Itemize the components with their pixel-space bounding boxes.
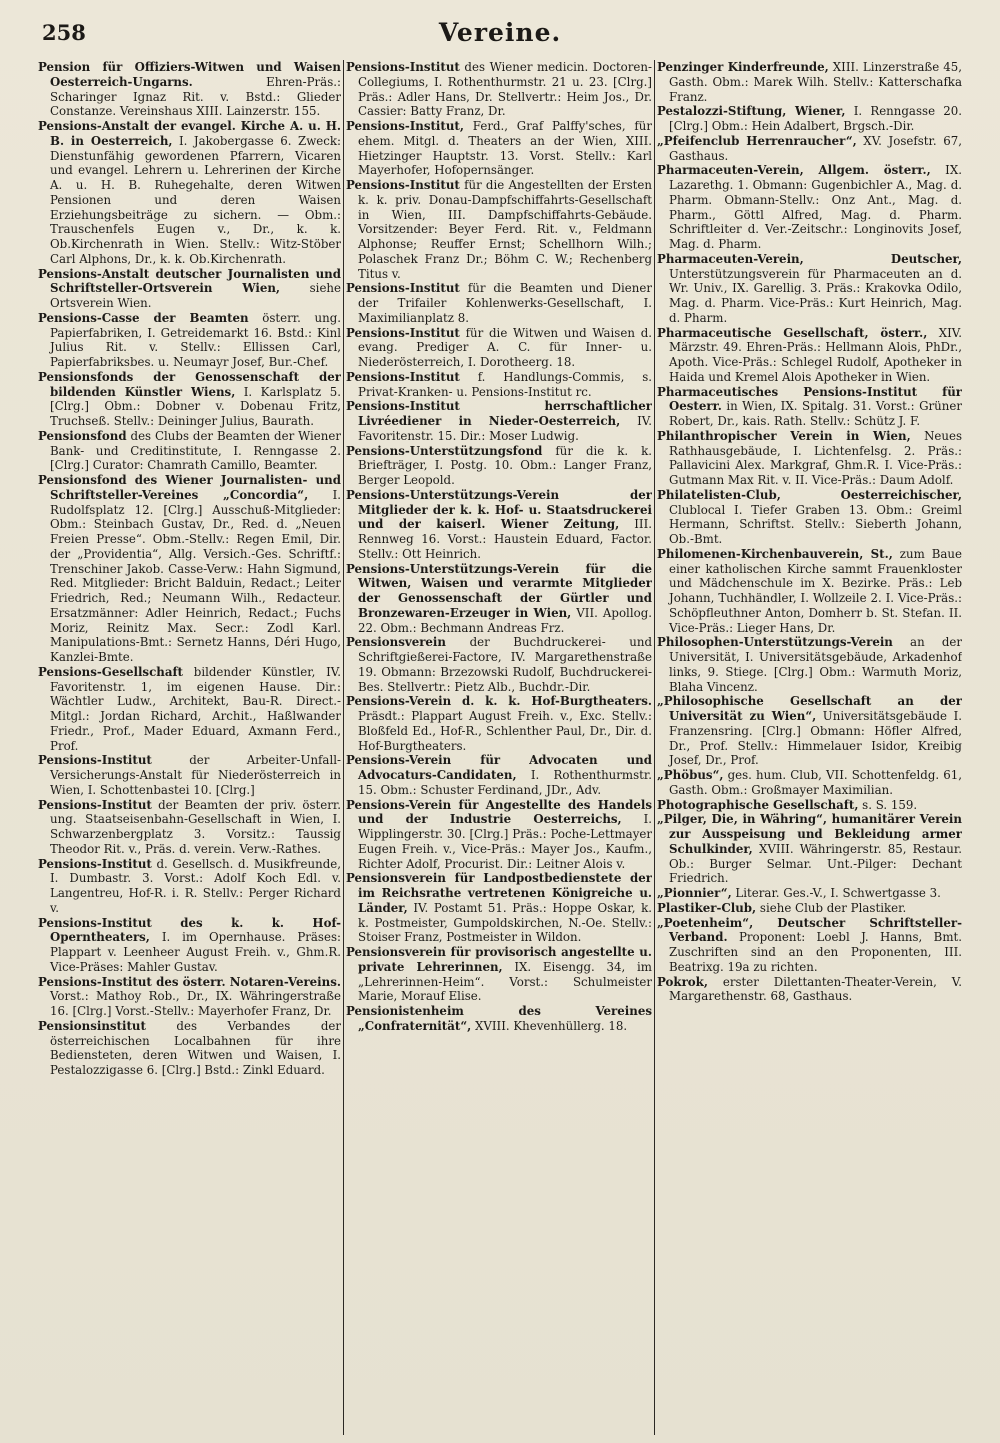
entry-details: Literar. Ges.-V., I. Schwertgasse 3. [731, 886, 941, 900]
entry-heading: Philosophen-Unterstützungs-Verein [657, 635, 893, 650]
entry-details: Clublocal I. Tiefer Graben 13. Obm.: Greiml Hermann, Schriftst. Stellv.: Sieberth Johann, Ob.-Bmt. [669, 502, 962, 546]
entry-details: I. Karlsplatz 5. [Clrg.] Obm.: Dobner v. Dobenau Fritz, Truchseß. Stellv.: Deininger Julius, Baurath. [50, 384, 341, 428]
entry-heading: Pensions-Institut des österr. Notaren-Vereins. [38, 974, 341, 989]
entry-details: des Wiener medicin. Doctoren-Collegiums, I. Rothenthurmstr. 21 u. 23. [Clrg.] Präs.: Adler Hans, Dr. Stellvertr.: Heim Jos., Dr. Cassier: Batty Franz, Dr. [358, 60, 652, 119]
entry-heading: Pensions-Institut des k. k. Hof-Operntheaters, [38, 915, 341, 945]
directory-entry [346, 562, 652, 636]
entry-details: I. Wipplingerstr. 30. [Clrg.] Präs.: Poche-Lettmayer Eugen Freih. v., Vice-Präs.: Mayer Jos., Kaufm., Richter Adolf, Procurist. Dir.: Leitner Alois v. [358, 812, 652, 871]
entry-details: I. im Opernhause. Präses: Plappart v. Leenheer August Freih. v., Ghm.R. Vice-Präses: Mahler Gustav. [50, 930, 341, 974]
entry-details: für die k. k. Briefträger, I. Postg. 10. Obm.: Langer Franz, Berger Leopold. [358, 443, 652, 487]
entry-heading: Pensions-Verein d. k. k. Hof-Burgtheaters. [346, 694, 652, 709]
directory-entry [657, 429, 962, 488]
entry-details: der Arbeiter-Unfall-Versicherungs-Anstalt für Niederösterreich in Wien, I. Schottenbastei 10. [Clrg.] [50, 753, 341, 797]
directory-entry [346, 370, 652, 400]
entry-heading: Philomenen-Kirchenbauverein, St., [657, 546, 893, 561]
entry-details: s. S. 159. [858, 797, 918, 812]
entry-heading: „Pilger, Die, in Währing“, humanitärer Verein zur Ausspeisung und Bekleidung armer Schulkinder, [657, 812, 962, 856]
directory-entry [657, 694, 962, 768]
directory-entry [657, 104, 962, 134]
directory-entry [38, 753, 341, 797]
entry-details: IX. Eisengg. 34, im „Lehrerinnen-Heim“. Vorst.: Schulmeister Marie, Morauf Elise. [358, 959, 652, 1004]
directory-entry [38, 798, 341, 857]
entry-heading: Pensions-Institut [346, 281, 460, 296]
directory-entry [38, 370, 341, 429]
entry-details: Präsdt.: Plappart August Freih. v., Exc. Stellv.: Bloßfeld Ed., Hof-R., Schlenther Paul, Dr., Dir. d. Hof-Burgtheaters. [358, 709, 652, 753]
directory-entry [657, 798, 962, 813]
column-1 [38, 60, 341, 1435]
entry-details: an der Universität, I. Universitätsgebäude, Arkadenhof links, 9. Stiege. [Clrg.] Obm.: Warmuth Moriz, Blaha Vincenz. [669, 635, 962, 694]
entry-heading: Pensions-Institut [346, 178, 460, 192]
entry-heading: Pensions-Unterstützungsfond [346, 443, 543, 458]
entry-heading: Pensions-Unterstützungs-Verein für die Witwen, Waisen und verarmte Mitglieder der Genossenschaft der Gürtler und Bronzewaren-Erzeuger in Wien, [346, 561, 652, 620]
entry-details: zum Baue einer katholischen Kirche sammt Frauenkloster und Mädchenschule im X. Bezirke. Präs.: Leb Johann, Tuchhändler, I. Wollzeile 2. I. Vice-Präs.: Schöpfleuthner Anton, Domherr b. St. Stefan. II. Vice-Präs.: Lieger Hans, Dr. [669, 546, 962, 635]
entry-details: bildender Künstler, IV. Favoritenstr. 1, im eigenen Hause. Dir.: Wächtler Ludw., Architekt, Bau-R. Direct.-Mitgl.: Jordan Richard, Archit., Haßlwander Friedr., Prof., Mader Eduard, Axmann Ferd., Prof. [50, 664, 341, 753]
entry-heading: Pensions-Anstalt deutscher Journalisten und Schriftsteller-Ortsverein Wien, [38, 266, 341, 296]
entry-details: Ferd., Graf Palffy'sches, für ehem. Mitgl. d. Theaters an der Wien, XIII. Hietzinger Hauptstr. 13. Vorst. Stellv.: Karl Mayerhofer, Hofopernsänger. [358, 119, 652, 178]
directory-entry [346, 488, 652, 562]
entry-details: XIII. Linzerstraße 45, Gasth. Obm.: Marek Wilh. Stellv.: Katterschafka Franz. [669, 60, 962, 104]
entry-heading: Pensionsverein für provisorisch angestellte u. private Lehrerinnen, [346, 945, 652, 974]
entry-heading: Pensions-Unterstützungs-Verein der Mitglieder der k. k. Hof- u. Staatsdruckerei und der kaiserl. Wiener Zeitung, [346, 487, 652, 532]
entry-details: der Beamten der priv. österr. ung. Staatseisenbahn-Gesellschaft in Wien, I. Schwarzenbergplatz 3. Vorsitz.: Taussig Theodor Rit. v., Präs. d. verein. Verw.-Rathes. [50, 797, 341, 856]
running-title: Vereine. [438, 18, 562, 47]
entry-heading: Pensions-Institut [38, 856, 152, 871]
directory-entry [657, 916, 962, 975]
entry-details: f. Handlungs-Commis, s. Privat-Kranken- u. Pensions-Institut rc. [358, 369, 652, 399]
entry-details: IV. Favoritenstr. 15. Dir.: Moser Ludwig. [358, 414, 652, 443]
entry-heading: Pensions-Casse der Beamten [38, 310, 249, 325]
entry-heading: Pensionsverein [346, 635, 446, 650]
entry-details: d. Gesellsch. d. Musikfreunde, I. Dumbastr. 3. Vorst.: Adolf Koch Edl. v. Langentreu, Hof-R. i. R. Stellv.: Perger Richard v. [50, 856, 341, 915]
directory-entry [657, 385, 962, 429]
directory-entry [38, 473, 341, 665]
entry-heading: Pensions-Institut [346, 369, 460, 384]
entry-heading: Pharmaceuten-Verein, Deutscher, [657, 251, 962, 266]
directory-entry [657, 901, 962, 916]
directory-entry [657, 60, 962, 104]
entry-details: Unterstützungsverein für Pharmaceuten an d. Wr. Univ., IX. Garellig. 3. Präs.: Krakovka Odilo, Mag. d. Pharm. Vice-Präs.: Kurt Heinrich, Mag. d. Pharm. [669, 266, 962, 325]
directory-entry [657, 252, 962, 326]
entry-details: XVIII. Währingerstr. 85, Restaur. Ob.: Burger Selmar. Unt.-Pilger: Dechant Friedrich. [669, 841, 962, 886]
entry-heading: Pensionistenheim des Vereines „Confraternität“, [346, 1004, 652, 1033]
directory-entry [346, 60, 652, 119]
entry-details: der Buchdruckerei- und Schriftgießerei-Factore, IV. Margarethenstraße 19. Obmann: Brzezowski Rudolf, Buchdruckerei-Bes. Stellvertr.: Pietz Alb., Buchdr.-Dir. [358, 635, 652, 694]
directory-entry [38, 665, 341, 754]
entry-details: I. Rothenthurmstr. 15. Obm.: Schuster Ferdinand, JDr., Adv. [358, 768, 652, 797]
entry-heading: Pensions-Institut [346, 325, 460, 340]
entry-details: I. Renngasse 20. [Clrg.] Obm.: Hein Adalbert, Brgsch.-Dir. [669, 104, 962, 133]
entry-heading: Pensions-Institut [346, 60, 460, 74]
entry-details: erster Dilettanten-Theater-Verein, V. Margarethenstr. 68, Gasthaus. [669, 974, 962, 1004]
directory-entry [346, 798, 652, 872]
directory-entry [657, 163, 962, 252]
column-rule-1 [343, 60, 344, 1435]
directory-entry [657, 635, 962, 694]
entry-heading: Pharmaceutische Gesellschaft, österr., [657, 325, 928, 340]
directory-entry [346, 753, 652, 797]
directory-entry [346, 694, 652, 753]
directory-entry [657, 975, 962, 1005]
entry-details: XV. Josefstr. 67, Gasthaus. [669, 133, 962, 163]
directory-entry [38, 60, 341, 119]
entry-heading: Pensions-Verein für Advocaten und Advocaturs-Candidaten, [346, 753, 652, 782]
entry-details: siehe Club der Plastiker. [756, 900, 907, 915]
directory-entry [657, 812, 962, 886]
page-number: 258 [42, 20, 86, 45]
entry-details: Proponent: Loebl J. Hanns, Bmt. Zuschriften sind an den Proponenten, III. Beatrixg. 19a zu richten. [669, 930, 962, 974]
directory-entry [657, 326, 962, 385]
entry-heading: Pensionsfonds der Genossenschaft der bildenden Künstler Wiens, [38, 369, 341, 399]
entry-details: für die Beamten und Diener der Trifailer Kohlenwerks-Gesellschaft, I. Maximilianplatz 8. [358, 281, 652, 325]
entry-details: XIV. Märzstr. 49. Ehren-Präs.: Hellmann Alois, PhDr., Apoth. Vice-Präs.: Schlegel Rudolf, Apotheker in Haida und Kremel Alois Apotheker in Wien. [669, 325, 962, 384]
entry-details: I. Rudolfsplatz 12. [Clrg.] Ausschuß-Mitglieder: Obm.: Steinbach Gustav, Dr., Red. d. „Neuen Freien Presse“. Obm.-Stellv.: Regen Emil, Dir. der „Providentia“, Allg. Versich.-Ges. Schriftf.: Trenschiner Jakob. Casse-Verw.: Hahn Sigmund, Red. Mitglieder: Bricht Balduin, Redact.; Leiter Friedrich, Red.; Neumann Wilh., Redacteur. Ersatzmänner: Adler Heinrich, Redact.; Fuchs Moriz, Reinitz Max. Secr.: Zodl Karl. Manipulations-Bmt.: Sernetz Hanns, Déri Hugo, Kanzlei-Bmte. [50, 487, 341, 664]
running-header [0, 14, 1000, 54]
entry-heading: Pensions-Institut herrschaftlicher Livréediener in Nieder-Oesterreich, [346, 399, 652, 428]
entry-details: XVIII. Khevenhüllerg. 18. [471, 1018, 628, 1033]
entry-heading: Pensions-Institut [38, 797, 152, 812]
directory-entry [38, 1019, 341, 1078]
entry-details: III. Rennweg 16. Vorst.: Haustein Eduard, Factor. Stellv.: Ott Heinrich. [358, 517, 652, 561]
directory-entry [346, 178, 652, 281]
entry-heading: „Pfeifenclub Herrenraucher“, [657, 133, 857, 148]
directory-entry [346, 635, 652, 694]
entry-details: ges. hum. Club, VII. Schottenfeldg. 61, Gasth. Obm.: Großmayer Maximilian. [669, 768, 962, 797]
directory-entry [346, 871, 652, 945]
entry-details: siehe Ortsverein Wien. [50, 281, 341, 310]
entry-heading: Pensionsinstitut [38, 1018, 146, 1033]
directory-entry [38, 975, 341, 1019]
entry-details: I. Jakobergasse 6. Zweck: Dienstunfähig gewordenen Pfarrern, Vicaren und evangel. Lehrern u. Lehrerinen der Kirche A. u. H. B. Ruhegehalte, deren Witwen Pensionen und deren Waisen Erziehungsbeiträge zu sichern. — Obm.: Trauschenfels Eugen v., Dr., k. k. Ob.Kirchenrath in Wien. Stellv.: Witz-Stöber Carl Alphons, Dr., k. k. Ob.Kirchenrath. [50, 133, 341, 266]
entry-heading: Pharmaceuten-Verein, Allgem. österr., [657, 163, 931, 178]
entry-heading: Photographische Gesellschaft, [657, 797, 859, 812]
entry-details: VII. Apollog. 22. Obm.: Bechmann Andreas Frz. [358, 605, 652, 635]
directory-entry [346, 945, 652, 1004]
entry-details: des Verbandes der österreichischen Localbahnen für ihre Bediensteten, deren Witwen und Waisen, I. Pestalozzigasse 6. [Clrg.] Bstd.: Zinkl Eduard. [50, 1018, 341, 1077]
directory-entry [657, 886, 962, 901]
entry-heading: „Phöbus“, [657, 768, 724, 782]
directory-entry [346, 326, 652, 370]
entry-details: Neues Rathhausgebäude, I. Lichtenfelsg. 2. Präs.: Pallavicini Alex. Markgraf, Ghm.R. I. Vice-Präs.: Gutmann Max Rit. v. II. Vice-Präs.: Daum Adolf. [669, 428, 962, 487]
entry-heading: Pensions-Institut [38, 753, 152, 768]
entry-heading: „Poetenheim“, Deutscher Schriftsteller-Verband. [657, 915, 962, 945]
directory-entry [346, 1004, 652, 1034]
column-2 [346, 60, 652, 1435]
entry-heading: Pension für Offiziers-Witwen und Waisen Oesterreich-Ungarns. [38, 60, 341, 89]
entry-details: des Clubs der Beamten der Wiener Bank- und Creditinstitute, I. Renngasse 2. [Clrg.] Curator: Chamrath Camillo, Beamter. [50, 428, 341, 473]
entry-heading: Pestalozzi-Stiftung, Wiener, [657, 104, 846, 119]
entry-heading: Plastiker-Club, [657, 900, 757, 915]
entry-details: IV. Postamt 51. Präs.: Hoppe Oskar, k. k. Postmeister, Gumpoldskirchen, N.-Oe. Stellv.: Stoiser Franz, Postmeister in Wildon. [358, 900, 652, 945]
entry-heading: „Pionnier“, [657, 886, 732, 900]
entry-heading: Philanthropischer Verein in Wien, [657, 428, 911, 443]
directory-entry [346, 281, 652, 325]
entry-heading: Pokrok, [657, 974, 708, 989]
entry-heading: Pharmaceutisches Pensions-Institut für Oesterr. [657, 384, 962, 414]
directory-entry [346, 444, 652, 488]
directory-entry [346, 119, 652, 178]
directory-entry [657, 768, 962, 798]
entry-details: für die Witwen und Waisen d. evang. Prediger A. C. für Inner- u. Niederösterreich, I. Dorotheerg. 18. [358, 325, 652, 369]
directory-entry [38, 429, 341, 473]
entry-details: IX. Lazarethg. 1. Obmann: Gugenbichler A., Mag. d. Pharm. Obmann-Stellv.: Onz Ant., Mag. d. Pharm., Göttl Alfred, Mag. d. Pharm. Schriftleiter d. Ver.-Zeitschr.: Longinovits Josef, Mag. d. Pharm. [669, 163, 962, 251]
directory-entry [346, 399, 652, 443]
directory-entry [38, 311, 341, 370]
entry-heading: Pensionsfond des Wiener Journalisten- und Schriftsteller-Vereines „Concordia“, [38, 473, 341, 502]
column-3 [657, 60, 962, 1435]
directory-entry [657, 547, 962, 636]
entry-details: Ehren-Präs.: Scharinger Ignaz Rit. v. Bstd.: Glieder Constanze. Vereinshaus XIII. Lainzerstr. 155. [50, 74, 341, 119]
entry-heading: Pensions-Institut, [346, 119, 464, 133]
directory-entry [657, 488, 962, 547]
entry-heading: Penzinger Kinderfreunde, [657, 60, 829, 74]
entry-details: österr. ung. Papierfabriken, I. Getreidemarkt 16. Bstd.: Kinl Julius Rit. v. Stellv.: Ellissen Carl, Papierfabriksbes. u. Neumayr Josef, Bur.-Chef. [50, 310, 341, 369]
directory-entry [38, 916, 341, 975]
entry-details: Vorst.: Mathoy Rob., Dr., IX. Währingerstraße 16. [Clrg.] Vorst.-Stellv.: Mayerhofer Franz, Dr. [50, 989, 341, 1018]
entry-details: in Wien, IX. Spitalg. 31. Vorst.: Grüner Robert, Dr., kais. Rath. Stellv.: Schütz J. F. [669, 399, 962, 428]
entry-heading: „Philosophische Gesellschaft an der Universität zu Wien“, [657, 694, 962, 723]
entry-heading: Pensions-Anstalt der evangel. Kirche A. u. H. B. in Oesterreich, [38, 119, 341, 148]
entry-heading: Pensions-Gesellschaft [38, 664, 184, 679]
directory-entry [38, 857, 341, 916]
entry-details: Universitätsgebäude I. Franzensring. [Clrg.] Obmann: Höfler Alfred, Dr., Prof. Stellv.: Himmelauer Isidor, Kreibig Josef, Dr., Prof. [669, 709, 962, 768]
directory-entry [38, 119, 341, 267]
directory-entry [657, 134, 962, 164]
entry-heading: Philatelisten-Club, Oesterreichischer, [657, 487, 962, 502]
entry-heading: Pensionsfond [38, 428, 127, 443]
entry-details: für die Angestellten der Ersten k. k. priv. Donau-Dampfschiffahrts-Gesellschaft in Wien, III. Dampfschiffahrts-Gebäude. Vorsitzender: Beyer Ferd. Rit. v., Feldmann Alphonse; Reuffer Ernst; Schellhorn Wilh.; Polaschek Franz Dr.; Böhm C. W.; Rechenberg Titus v. [358, 178, 652, 281]
entry-heading: Pensionsverein für Landpostbedienstete der im Reichsrathe vertretenen Königreiche u. Länder, [346, 871, 652, 915]
column-rule-2 [654, 60, 655, 1435]
directory-entry [38, 267, 341, 311]
entry-heading: Pensions-Verein für Angestellte des Handels und der Industrie Oesterreichs, [346, 797, 652, 827]
